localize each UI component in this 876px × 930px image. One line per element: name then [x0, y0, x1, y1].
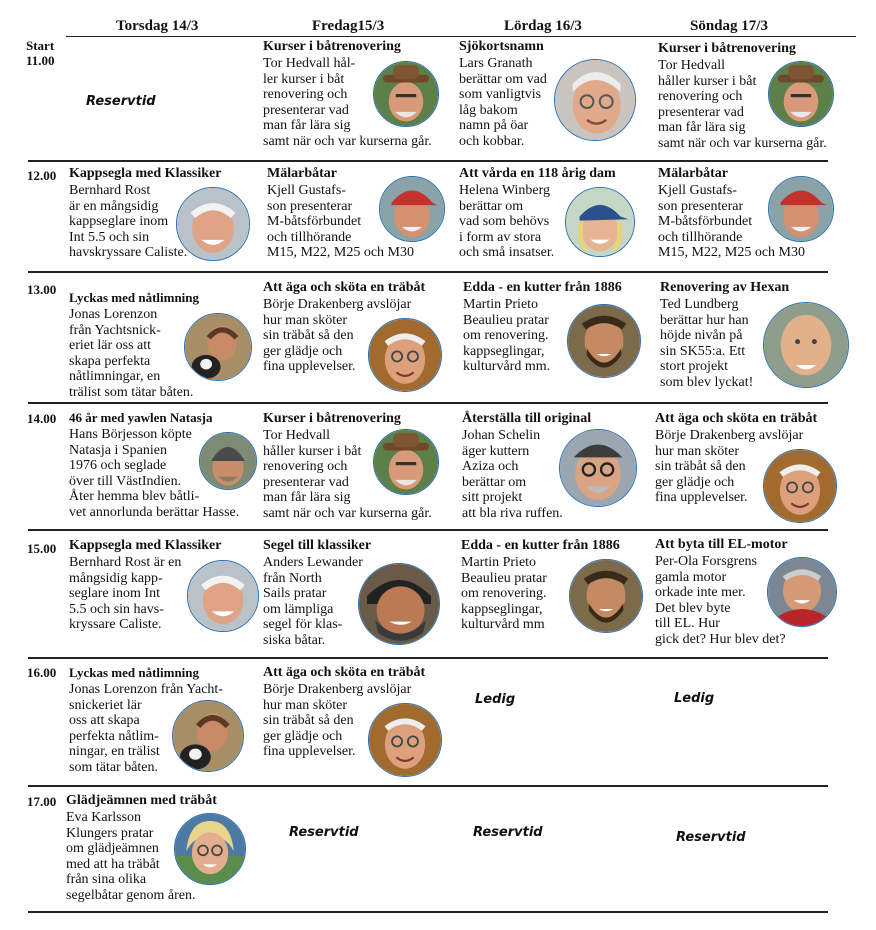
session-description: Tor Hedvall hål- ler kurser i båt renovering och presenterar vad man får lära sig samt när och var kurserna går. — [263, 56, 432, 149]
session-description: Kjell Gustafs- son presenterar M-båtsförbundet och tillhörande M15, M22, M25 och M30 — [658, 183, 806, 261]
speaker-photo-icon — [172, 700, 244, 772]
ledig-note: Ledig — [674, 691, 715, 706]
speaker-photo-icon — [763, 449, 837, 523]
session-title: Att äga och sköta en träbåt — [263, 665, 426, 680]
start-time-label: Start 11.00 — [26, 38, 55, 68]
speaker-photo-icon — [358, 563, 440, 645]
session-title: Edda - en kutter från 1886 — [461, 538, 620, 553]
row-divider — [28, 160, 828, 162]
session-title: Segel till klassiker — [263, 538, 372, 553]
session-title: Kurser i båtrenovering — [658, 41, 796, 56]
speaker-photo-icon — [768, 61, 834, 127]
session-description: Börje Drakenberg avslöjar hur man sköter sin träbåt så den ger glädje och fina upplevelser. — [655, 428, 804, 506]
header-lordag: Lördag 16/3 — [504, 18, 582, 34]
session-description: Kjell Gustafs- son presenterar M-båtsförbundet och tillhörande M15, M22, M25 och M30 — [267, 183, 415, 261]
session-description: Ted Lundberg berättar hur han höjde nivån på sin SK55:a. Ett stort projekt som blev lyckat! — [660, 297, 754, 390]
time-1400: 14.00 — [27, 411, 57, 426]
session-description: Johan Schelin äger kuttern Aziza och berättar om sitt projekt att bla riva ruffen. — [462, 428, 563, 521]
speaker-photo-icon — [368, 703, 442, 777]
session-description: Jonas Lorenzon från Yachtsnick- eriet lär oss att skapa perfekta nåtlimningar, en trälist som tätar båten. — [69, 307, 194, 400]
speaker-photo-icon — [373, 429, 439, 495]
row-divider — [28, 402, 828, 404]
session-title: Glädjeämnen med träbåt — [66, 793, 217, 808]
header-divider — [66, 36, 856, 37]
speaker-photo-icon — [174, 813, 246, 885]
session-description: Martin Prieto Beaulieu pratar om renovering. kappseglingar, kulturvård mm — [461, 555, 547, 633]
reservtid-note: Reservtid — [86, 94, 156, 109]
session-title: Kappsegla med Klassiker — [69, 166, 222, 181]
session-description: Hans Börjesson köpte Natasja i Spanien 1976 och seglade över till VästIndien. Åter hemma blev båtli- vet annorlunda berättar Hasse. — [69, 427, 240, 520]
speaker-photo-icon — [767, 557, 837, 627]
session-title: Renovering av Hexan — [660, 280, 790, 295]
speaker-photo-icon — [569, 559, 643, 633]
row-divider — [28, 529, 828, 531]
session-title: Lyckas med nåtlimning — [69, 290, 200, 305]
speaker-photo-icon — [176, 187, 250, 261]
time-1300: 13.00 — [27, 282, 57, 297]
speaker-photo-icon — [554, 59, 636, 141]
speaker-photo-icon — [187, 560, 259, 632]
session-title: Edda - en kutter från 1886 — [463, 280, 622, 295]
row-divider — [28, 271, 828, 273]
session-description: Anders Lewander från North Sails pratar om lämpliga segel för klas- siska båtar. — [263, 555, 363, 648]
session-description: Börje Drakenberg avslöjar hur man sköter sin träbåt så den ger glädje och fina upplevelser. — [263, 682, 412, 760]
session-description: Helena Winberg berättar om vad som behövs i form av stora och små insatser. — [459, 183, 555, 261]
session-description: Martin Prieto Beaulieu pratar om renovering. kappseglingar, kulturvård mm. — [463, 297, 551, 375]
time-1200: 12.00 — [27, 168, 57, 183]
session-description: Lars Granath berättar om vad som vanligtvis låg bakom namn på öar och kobbar. — [459, 56, 547, 149]
session-description: Per-Ola Forsgrens gamla motor orkade inte mer. Det blev byte till EL. Hur gick det? Hur blev det? — [655, 554, 786, 647]
session-description: Jonas Lorenzon från Yacht- snickeriet lär oss att skapa perfekta nåtlim- ningar, en trälist som tätar båten. — [69, 682, 223, 775]
session-title: Mälarbåtar — [267, 166, 337, 181]
session-title: Sjökortsnamn — [459, 39, 544, 54]
speaker-photo-icon — [184, 313, 252, 381]
time-1500: 15.00 — [27, 541, 57, 556]
speaker-photo-icon — [763, 302, 849, 388]
reservtid-note: Reservtid — [676, 830, 746, 845]
header-fredag: Fredag15/3 — [312, 18, 385, 34]
header-torsdag: Torsdag 14/3 — [116, 18, 199, 34]
session-title: Lyckas med nåtlimning — [69, 665, 200, 680]
speaker-photo-icon — [199, 432, 257, 490]
speaker-photo-icon — [559, 429, 637, 507]
reservtid-note: Reservtid — [473, 825, 543, 840]
session-description: Börje Drakenberg avslöjar hur man sköter sin träbåt så den ger glädje och fina upplevelser. — [263, 297, 412, 375]
session-description: Tor Hedvall håller kurser i båt renovering och presenterar vad man får lära sig samt när och var kurserna går. — [263, 428, 432, 521]
speaker-photo-icon — [565, 187, 635, 257]
session-title: Att vårda en 118 årig dam — [459, 166, 616, 181]
header-sondag: Söndag 17/3 — [690, 18, 768, 34]
session-title: Att äga och sköta en träbåt — [263, 280, 426, 295]
session-title: Kurser i båtrenovering — [263, 39, 401, 54]
session-description: Tor Hedvall håller kurser i båt renovering och presenterar vad man får lära sig samt när och var kurserna går. — [658, 58, 827, 151]
speaker-photo-icon — [373, 61, 439, 127]
time-1600: 16.00 — [27, 665, 57, 680]
session-title: 46 år med yawlen Natasja — [69, 410, 213, 425]
session-title: Mälarbåtar — [658, 166, 728, 181]
session-description: Eva Karlsson Klungers pratar om glädjeämnen med att ha träbåt från sina olika segelbåtar genom åren. — [66, 810, 196, 903]
session-title: Att äga och sköta en träbåt — [655, 411, 818, 426]
session-description: Bernhard Rost är en mångsidig kappseglare inom Int 5.5 och sin havskryssare Caliste. — [69, 183, 188, 261]
session-description: Bernhard Rost är en mångsidig kapp- seglare inom Int 5.5 och sin havs- kryssare Caliste. — [69, 555, 182, 633]
row-divider — [28, 911, 828, 913]
speaker-photo-icon — [567, 304, 641, 378]
time-1700: 17.00 — [27, 794, 57, 809]
session-title: Kurser i båtrenovering — [263, 411, 401, 426]
session-title: Kappsegla med Klassiker — [69, 538, 222, 553]
speaker-photo-icon — [768, 176, 834, 242]
reservtid-note: Reservtid — [289, 825, 359, 840]
row-divider — [28, 657, 828, 659]
speaker-photo-icon — [379, 176, 445, 242]
session-title: Att byta till EL-motor — [655, 537, 788, 552]
speaker-photo-icon — [368, 318, 442, 392]
session-title: Återställa till original — [462, 411, 592, 426]
ledig-note: Ledig — [475, 692, 516, 707]
row-divider — [28, 785, 828, 787]
